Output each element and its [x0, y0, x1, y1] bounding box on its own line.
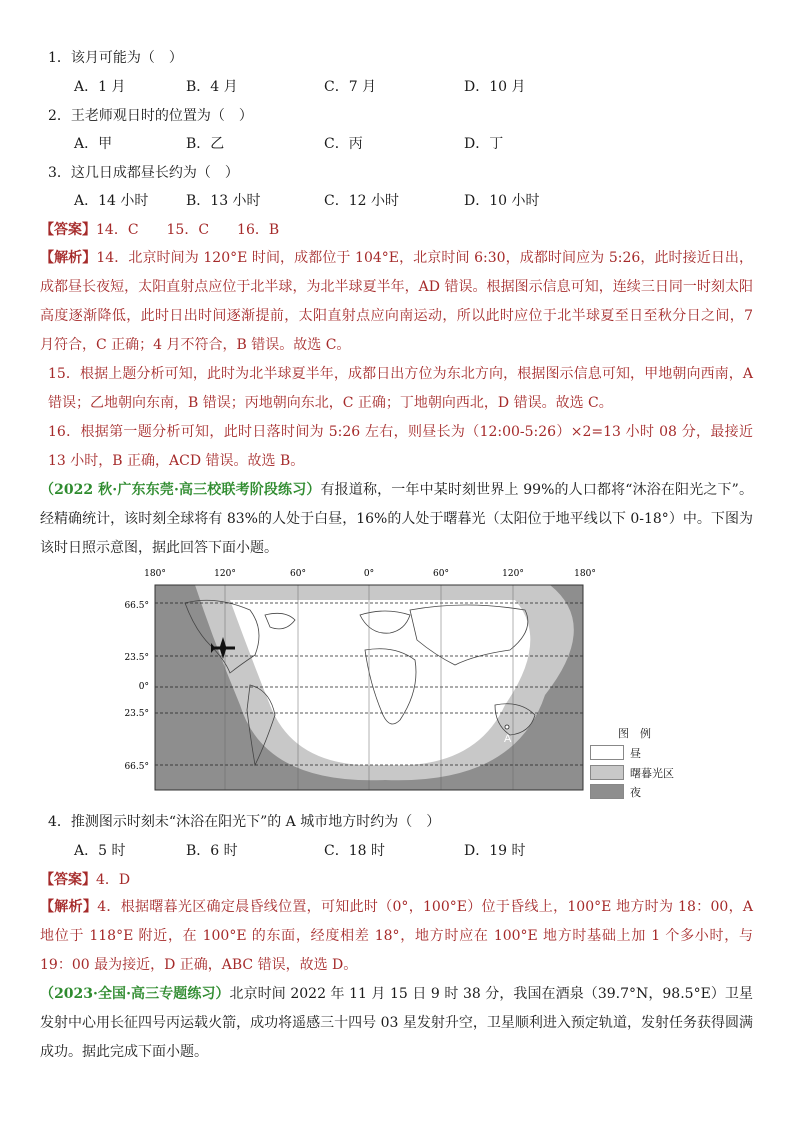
analysis-tag: 【解析】	[40, 250, 97, 266]
passage-3-text: 北京时间 2022 年 11 月 15 日 9 时 38 分，我国在酒泉（39.7°N，98.5°E）卫星发射中心用长征四号丙运载火箭，成功将遥感三十四号 03 星发射升空，卫星顺利进入预定轨道，发射任务获得圆满成功。据此完成下面小题。	[40, 986, 753, 1060]
lon-label: 180°	[574, 569, 596, 579]
analysis-16: 16．根据第一题分析可知，此时日落时间为 5:26 左右，则昼长为（12:00-5:26）×2=13 小时 08 分，最接近 13 小时，B 正确，ACD 错误。故选 B。	[48, 424, 753, 469]
legend-label-twilight: 曙暮光区	[630, 767, 674, 780]
point-a-label: A	[504, 733, 512, 745]
analysis-15: 15．根据上题分析可知，此时为北半球夏半年，成都日出方位为东北方向，根据图示信息可知，甲地朝向西南，A 错误；乙地朝向东南，B 错误；丙地朝向东北，C 正确；丁地朝向西北，D 错误。故选 C。	[48, 366, 753, 411]
lat-label: 66.5°	[124, 601, 149, 611]
lon-label: 180°	[144, 569, 166, 579]
analysis-14	[40, 244, 753, 360]
analysis-4	[40, 893, 753, 980]
lat-label: 0°	[138, 682, 149, 692]
q1-option-d[interactable]: D．10 月	[464, 79, 526, 95]
q1-stem: 1．该月可能为（ ）	[48, 50, 183, 66]
q3-option-c[interactable]: C．12 小时	[324, 193, 399, 209]
answer-tag: 【答案】	[40, 872, 96, 888]
q4-option-a[interactable]: A．5 时	[74, 843, 126, 859]
q2-stem: 2．王老师观日时的位置为（ ）	[48, 108, 253, 124]
passage-2-source: （2022 秋·广东东莞·高三校联考阶段练习）	[40, 482, 321, 498]
q4-option-d[interactable]: D．19 时	[464, 843, 526, 859]
q2-option-a[interactable]: A．甲	[74, 136, 113, 152]
answer-tag: 【答案】	[40, 222, 96, 238]
q4-stem: 4．推测图示时刻未“沐浴在阳光下”的 A 城市地方时约为（ ）	[48, 814, 441, 830]
q1-option-c[interactable]: C．7 月	[324, 79, 377, 95]
map-frame	[155, 585, 583, 790]
passage-2-text: 有报道称，一年中某时刻世界上 99%的人口都将“沐浴在阳光之下”。经精确统计，该时刻全球将有 83%的人处于白昼，16%的人处于曙暮光（太阳位于地平线以下 0-18°）中。下图为该时日照示意图，据此回答下面小题。	[40, 482, 753, 556]
analysis-tag: 【解析】	[40, 899, 98, 915]
answer-text: 14．C 15．C 16．B	[96, 222, 280, 238]
answer-block-2	[40, 870, 130, 890]
analysis-4-text: 4．根据曙暮光区确定晨昏线位置，可知此时（0°，100°E）位于昏线上，100°E 地方时为 18：00，A 地位于 118°E 附近，在 100°E 的东面，经度相差 18°，地方时应在 100°E 地方时基础上加 1 个多小时，与 19：00 最为接近，D 正确，ABC 错误，故选 D。	[40, 899, 753, 973]
lon-label: 60°	[433, 569, 449, 579]
legend-title: 图 例	[618, 727, 651, 740]
q3-stem: 3．这几日成都昼长约为（ ）	[48, 165, 239, 181]
passage-2	[40, 476, 753, 563]
lon-label: 120°	[502, 569, 524, 579]
answer-text: 4．D	[96, 872, 131, 888]
q2-option-d[interactable]: D．丁	[464, 136, 504, 152]
q3-option-b[interactable]: B．13 小时	[186, 193, 261, 209]
passage-3	[40, 980, 753, 1067]
lat-label: 23.5°	[124, 709, 149, 719]
lon-label: 0°	[363, 569, 375, 579]
q1-option-b[interactable]: B．4 月	[186, 79, 238, 95]
legend-swatch-night	[590, 784, 624, 799]
illumination-map	[124, 565, 596, 795]
lon-label: 60°	[290, 569, 306, 579]
passage-3-source: （2023·全国·高三专题练习）	[40, 986, 230, 1002]
legend-label-night: 夜	[630, 786, 641, 799]
legend-swatch-twilight	[590, 765, 624, 780]
q4-option-c[interactable]: C．18 时	[324, 843, 385, 859]
point-a-marker	[505, 725, 509, 729]
q2-option-b[interactable]: B．乙	[186, 136, 225, 152]
q4-option-b[interactable]: B．6 时	[186, 843, 238, 859]
answer-block-1	[40, 220, 279, 240]
lon-label: 120°	[214, 569, 236, 579]
lat-label: 66.5°	[124, 762, 149, 772]
q3-option-a[interactable]: A．14 小时	[74, 193, 149, 209]
legend-swatch-day	[590, 745, 624, 760]
analysis-14-text: 14．北京时间为 120°E 时间，成都位于 104°E，北京时间 6:30，成都时间应为 5:26，此时接近日出，成都昼长夜短，太阳直射点应位于北半球，为北半球夏半年，AD 错误。根据图示信息可知，连续三日同一时刻太阳高度逐渐降低，此时日出时间逐渐提前，太阳直射点应向南运动，所以此时应位于北半球夏至日至秋分日之间，7 月符合，C 正确；4 月不符合，B 错误。故选 C。	[40, 250, 753, 353]
q3-option-d[interactable]: D．10 小时	[464, 193, 540, 209]
q2-option-c[interactable]: C．丙	[324, 136, 363, 152]
legend-label-day: 昼	[630, 747, 641, 760]
lat-label: 23.5°	[124, 653, 149, 663]
q1-option-a[interactable]: A．1 月	[74, 79, 126, 95]
